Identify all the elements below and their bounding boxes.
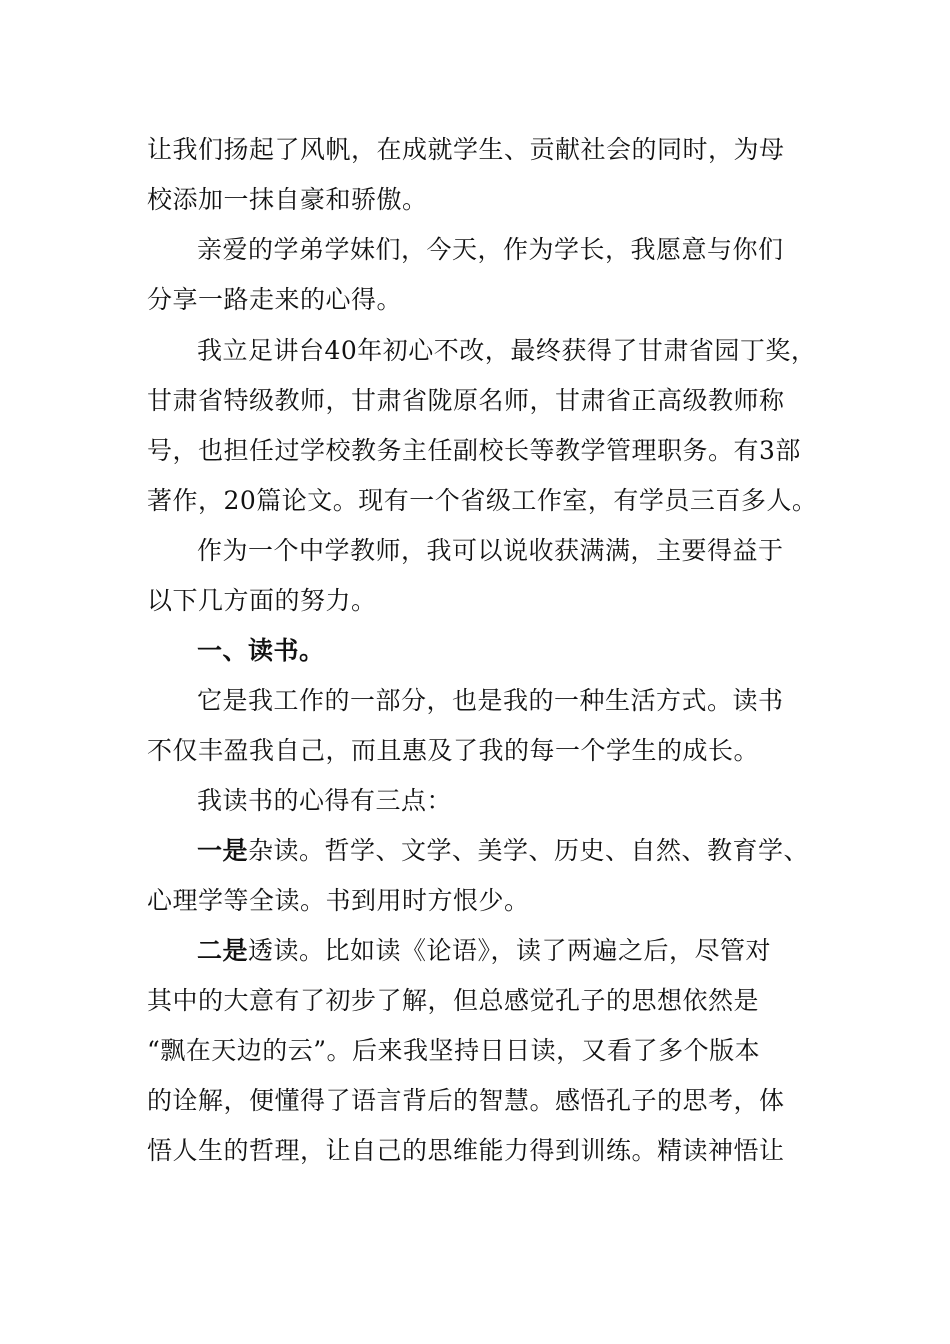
section-heading: 一、读书。 [197, 636, 325, 665]
paragraph-line: 的诠解，便懂得了语言背后的智慧。感悟孔子的思考，体 [147, 1086, 785, 1115]
paragraph-line: 其中的大意有了初步了解，但总感觉孔子的思想依然是 [147, 986, 760, 1015]
paragraph-line: 不仅丰盈我自己，而且惠及了我的每一个学生的成长。 [147, 736, 760, 765]
paragraph-line [197, 836, 809, 866]
paragraph-line: 我读书的心得有三点： [197, 786, 453, 815]
paragraph-line: 悟人生的哲理，让自己的思维能力得到训练。精读神悟让 [147, 1136, 785, 1165]
paragraph-line: 我立足讲台40年初心不改，最终获得了甘肃省园丁奖， [197, 336, 817, 365]
paragraph-line: 著作，20篇论文。现有一个省级工作室，有学员三百多人。 [147, 486, 818, 515]
point-label: 二是 [197, 936, 249, 965]
paragraph-line: 校添加一抹自豪和骄傲。 [147, 185, 428, 214]
point-label: 一是 [197, 836, 249, 865]
paragraph-line: 心理学等全读。书到用时方恨少。 [147, 886, 530, 915]
paragraph-line: 以下几方面的努力。 [147, 586, 377, 615]
paragraph-line: 作为一个中学教师，我可以说收获满满，主要得益于 [197, 536, 784, 565]
point-text: 透读。比如读《论语》，读了两遍之后，尽管对 [248, 936, 772, 965]
point-text: 杂读。哲学、文学、美学、历史、自然、教育学、 [248, 836, 810, 865]
paragraph-line: 它是我工作的一部分，也是我的一种生活方式。读书 [197, 686, 784, 715]
paragraph-line: 号，也担任过学校教务主任副校长等教学管理职务。有3部 [147, 436, 801, 465]
paragraph-line: 让我们扬起了风帆，在成就学生、贡献社会的同时，为母 [147, 135, 785, 164]
paragraph-line: 甘肃省特级教师，甘肃省陇原名师，甘肃省正高级教师称 [147, 386, 785, 415]
paragraph-line [197, 936, 771, 966]
paragraph-line: 分享一路走来的心得。 [147, 285, 403, 314]
paragraph-line: 亲爱的学弟学妹们，今天，作为学长，我愿意与你们 [197, 235, 784, 264]
paragraph-line: “飘在天边的云”。后来我坚持日日读，又看了多个版本 [147, 1036, 761, 1065]
